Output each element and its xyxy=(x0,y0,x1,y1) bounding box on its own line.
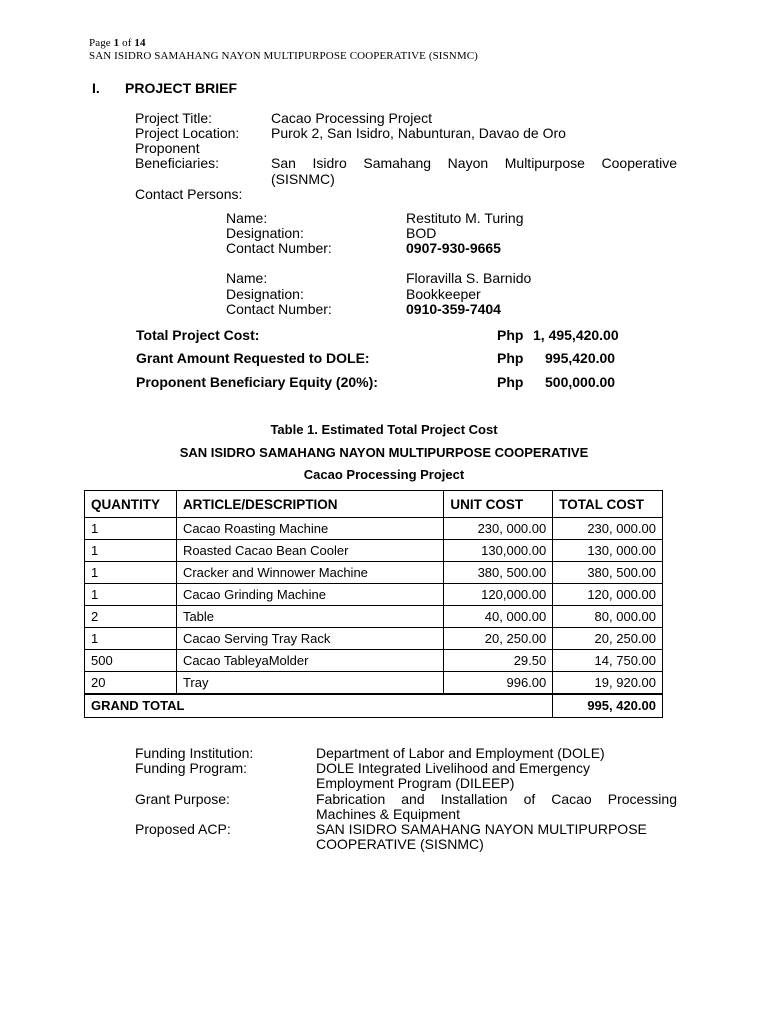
table-header-row xyxy=(85,491,663,518)
row-quantity: 1 xyxy=(85,562,177,584)
row-article: Cacao TableyaMolder xyxy=(176,650,443,672)
equity-currency: Php xyxy=(497,374,524,390)
proposed-acp-label: Proposed ACP: xyxy=(135,821,231,837)
project-title-label: Project Title: xyxy=(135,110,213,126)
table-row xyxy=(85,606,663,628)
table-project-title: Cacao Processing Project xyxy=(303,467,465,482)
row-total-cost: 130, 000.00 xyxy=(553,540,663,562)
contact1-designation: BOD xyxy=(406,225,437,241)
row-quantity: 1 xyxy=(85,628,177,650)
proponent-label-line1: Proponent xyxy=(135,140,200,156)
table-row xyxy=(85,540,663,562)
funding-program-label: Funding Program: xyxy=(135,760,248,776)
row-total-cost: 80, 000.00 xyxy=(553,606,663,628)
page-total: 14 xyxy=(134,37,146,49)
grant-purpose-label: Grant Purpose: xyxy=(135,791,230,807)
grant-purpose-value-line2: Machines & Equipment xyxy=(316,806,460,822)
row-quantity: 1 xyxy=(85,540,177,562)
contact1-number: 0907-930-9665 xyxy=(406,240,501,256)
proponent-label-line2: Beneficiaries: xyxy=(135,155,220,171)
contact2-designation: Bookkeeper xyxy=(406,286,481,302)
grand-total-row xyxy=(85,694,663,718)
row-unit-cost: 230, 000.00 xyxy=(444,518,553,540)
page-word: Page xyxy=(89,37,111,49)
contact2-name-label: Name: xyxy=(226,270,268,286)
total-cost-currency: Php xyxy=(497,327,524,343)
proponent-value-line2: (SISNMC) xyxy=(271,171,335,187)
contact1-name-label: Name: xyxy=(226,210,268,226)
page-indicator xyxy=(89,37,146,49)
grant-purpose-value-line1: Fabrication and Installation of Cacao Processing xyxy=(316,791,677,807)
funding-program-value-line1: DOLE Integrated Livelihood and Emergency xyxy=(316,760,590,776)
proposed-acp-value-line2: COOPERATIVE (SISNMC) xyxy=(316,836,484,852)
contact2-number: 0910-359-7404 xyxy=(406,301,501,317)
table-row xyxy=(85,518,663,540)
contact1-designation-label: Designation: xyxy=(226,225,304,241)
grand-total-value: 995, 420.00 xyxy=(553,694,663,718)
total-cost-label: Total Project Cost: xyxy=(136,327,260,343)
contact1-name: Restituto M. Turing xyxy=(406,210,524,226)
page-number: 1 xyxy=(113,37,120,49)
funding-institution-value: Department of Labor and Employment (DOLE) xyxy=(316,745,605,761)
row-article: Cacao Serving Tray Rack xyxy=(176,628,443,650)
section-title: PROJECT BRIEF xyxy=(125,80,238,96)
equity-label: Proponent Beneficiary Equity (20%): xyxy=(136,374,378,390)
table-row xyxy=(85,628,663,650)
row-quantity: 1 xyxy=(85,518,177,540)
project-location-label: Project Location: xyxy=(135,125,240,141)
proponent-value-line1: San Isidro Samahang Nayon Multipurpose Cooperative xyxy=(271,155,677,171)
project-title-value: Cacao Processing Project xyxy=(271,110,433,126)
row-quantity: 20 xyxy=(85,672,177,694)
row-total-cost: 19, 920.00 xyxy=(553,672,663,694)
row-unit-cost: 29.50 xyxy=(444,650,553,672)
contact2-designation-label: Designation: xyxy=(226,286,304,302)
row-article: Cracker and Winnower Machine xyxy=(176,562,443,584)
table-org-title: SAN ISIDRO SAMAHANG NAYON MULTIPURPOSE COOPERATIVE xyxy=(179,445,589,460)
row-unit-cost: 120,000.00 xyxy=(444,584,553,606)
header-unit-cost: UNIT COST xyxy=(444,491,553,518)
row-total-cost: 14, 750.00 xyxy=(553,650,663,672)
grant-amount-label: Grant Amount Requested to DOLE: xyxy=(136,350,370,366)
funding-program-value-line2: Employment Program (DILEEP) xyxy=(316,775,515,791)
row-total-cost: 380, 500.00 xyxy=(553,562,663,584)
contact2-number-label: Contact Number: xyxy=(226,301,332,317)
table-row xyxy=(85,584,663,606)
equity-value: 500,000.00 xyxy=(545,374,616,390)
proposed-acp-value-line1: SAN ISIDRO SAMAHANG NAYON MULTIPURPOSE xyxy=(316,821,647,837)
grand-total-label: GRAND TOTAL xyxy=(85,694,553,718)
table-row xyxy=(85,562,663,584)
table-row xyxy=(85,650,663,672)
header-quantity: QUANTITY xyxy=(85,491,177,518)
row-quantity: 1 xyxy=(85,584,177,606)
contact-persons-label: Contact Persons: xyxy=(135,186,243,202)
total-cost-value: 1, 495,420.00 xyxy=(533,327,619,343)
header-total-cost: TOTAL COST xyxy=(553,491,663,518)
table-row xyxy=(85,672,663,694)
project-location-value: Purok 2, San Isidro, Nabunturan, Davao de Oro xyxy=(271,125,566,141)
header-article: ARTICLE/DESCRIPTION xyxy=(176,491,443,518)
page-of: of xyxy=(122,37,132,49)
row-unit-cost: 40, 000.00 xyxy=(444,606,553,628)
row-unit-cost: 20, 250.00 xyxy=(444,628,553,650)
row-unit-cost: 996.00 xyxy=(444,672,553,694)
cost-table xyxy=(84,490,663,718)
row-quantity: 2 xyxy=(85,606,177,628)
funding-institution-label: Funding Institution: xyxy=(135,745,254,761)
header-org-line: SAN ISIDRO SAMAHANG NAYON MULTIPURPOSE COOPERATIVE (SISNMC) xyxy=(89,50,478,62)
contact1-number-label: Contact Number: xyxy=(226,240,332,256)
row-total-cost: 20, 250.00 xyxy=(553,628,663,650)
grant-amount-currency: Php xyxy=(497,350,524,366)
table-caption: Table 1. Estimated Total Project Cost xyxy=(270,422,498,437)
grant-amount-value: 995,420.00 xyxy=(545,350,616,366)
row-unit-cost: 380, 500.00 xyxy=(444,562,553,584)
contact2-name: Floravilla S. Barnido xyxy=(406,270,532,286)
row-unit-cost: 130,000.00 xyxy=(444,540,553,562)
row-article: Cacao Roasting Machine xyxy=(176,518,443,540)
row-total-cost: 230, 000.00 xyxy=(553,518,663,540)
row-article: Tray xyxy=(176,672,443,694)
row-quantity: 500 xyxy=(85,650,177,672)
row-article: Roasted Cacao Bean Cooler xyxy=(176,540,443,562)
row-total-cost: 120, 000.00 xyxy=(553,584,663,606)
row-article: Table xyxy=(176,606,443,628)
section-number: I. xyxy=(92,80,100,96)
row-article: Cacao Grinding Machine xyxy=(176,584,443,606)
